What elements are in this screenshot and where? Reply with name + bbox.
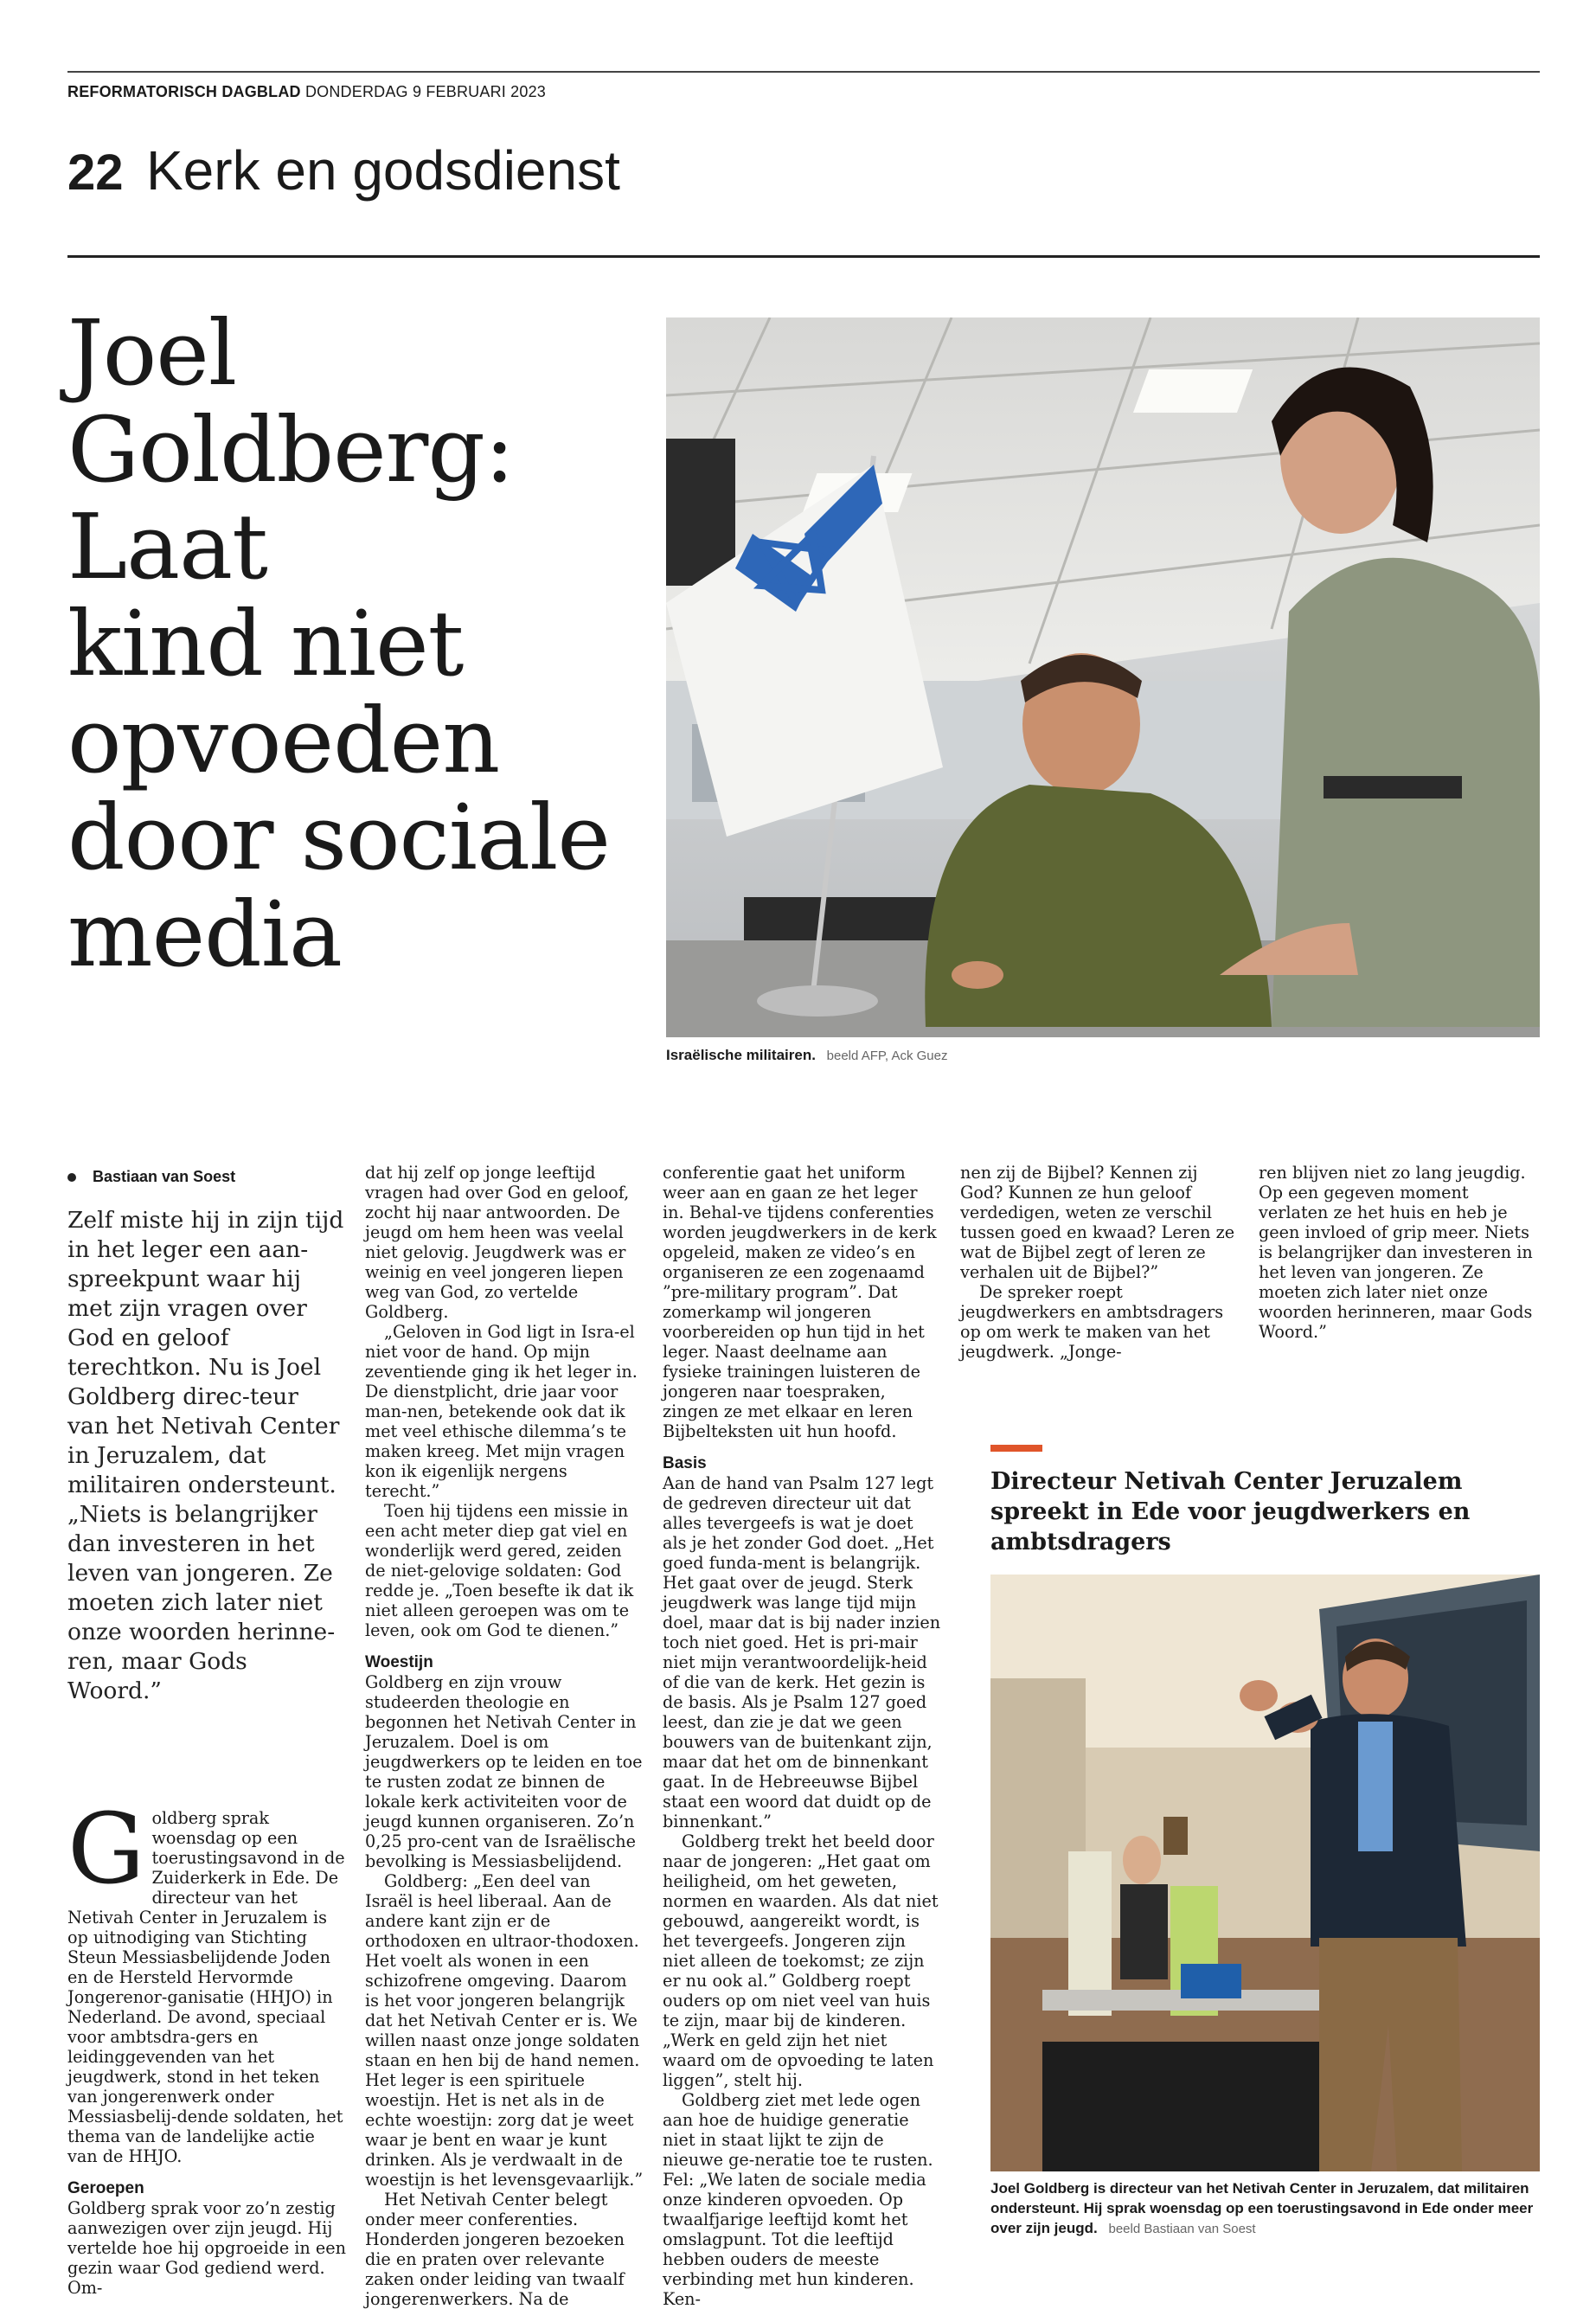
paragraph: ren blijven niet zo lang jeugdig. Op een gegeven moment verlaten ze het huis en heb je geen invloed of grip meer. Niets is belangrijker dan investeren in het leven van jongeren. Ze moeten zich later niet onze woorden herinneren, maar Gods Woord.”	[1259, 1163, 1533, 1342]
photo2-caption	[990, 2178, 1540, 2239]
paragraph: Goldberg trekt het beeld door naar de jongeren: „Het gaat om heiligheid, om het geweten, normen en waarden. Als dat niet gebouwd, aangereikt wordt, is het tevergeefs. Jongeren zijn niet alleen de toekomst; ze zijn er nu ook al.” Goldberg roept ouders op om niet veel van huis te zijn, maar bij de kinderen. „Werk en geld zijn het niet waard om de opvoeding te laten liggen”, stelt hij.	[663, 1831, 939, 2090]
headline-line: Laat	[67, 494, 267, 600]
intro-text: Zelf miste hij in zijn tijd in het leger een aan-spreekpunt waar hij met zijn vragen over God en geloof terechtkon. Nu is Joel Goldberg direc-teur van het Netivah Center in Jeruzalem, dat militairen ondersteunt. „Niets is belangrijker dan investeren in het leven van jongeren. Ze moeten zich later niet onze woorden herinne-ren, maar Gods Woord.”	[67, 1207, 344, 1704]
soldiers-photo	[666, 317, 1540, 1037]
paragraph: oldberg sprak woensdag op een toerustingsavond in de Zuiderkerk in Ede. De directeur van het Netivah Center in Jeruzalem is op uitnodiging van Stichting Steun Messiasbelijdende Joden en de Hersteld Hervormde Jongerenor-ganisatie (HHJO) in Nederland. De avond, speciaal voor ambtsdra-gers en leidinggevenden van het jeugdwerk, stond in het teken van jongerenwerk onder Messiasbelij-dende soldaten, het thema van de landelijke actie van de HHJO.	[67, 1808, 345, 2166]
speaker-photo-illustration	[990, 1575, 1540, 2171]
soldiers-photo-illustration	[666, 317, 1540, 1037]
author-name: Bastiaan van Soest	[93, 1168, 236, 1185]
headline-line: door sociale	[67, 785, 610, 890]
section-header	[67, 138, 1540, 258]
paragraph: Het Netivah Center belegt onder meer conferenties. Honderden jongeren bezoeken die en praten over relevante zaken onder leiding van twaalf jongerenwerkers. Na de	[365, 2190, 625, 2309]
paragraph: „Geloven in God ligt in Isra-el niet voor de hand. Op mijn zeventiende ging ik het leger in. De dienstplicht, drie jaar voor man-nen, betekende ook dat ik met veel ethische dilemma’s te maken kreeg. Met mijn vragen kon ik eigenlijk nergens terecht.”	[365, 1322, 638, 1501]
paragraph: De spreker roept jeugdwerkers en ambtsdragers op om werk te maken van het jeugdwerk. „Jonge-	[960, 1282, 1224, 1362]
accent-bar	[990, 1445, 1042, 1452]
section-name: Kerk en godsdienst	[145, 139, 620, 202]
paragraph: conferentie gaat het uniform weer aan en gaan ze het leger in. Behal-ve tijdens conferenties worden jeugdwerkers in de kerk opgeleid, maken ze video’s en organiseren ze een zogenaamd ”pre-military program”. Dat zomerkamp wil jongeren voorbereiden op hun tijd in het leger. Naast deelname aan fysieke trainingen luisteren de jongeren naar toespraken, zingen ze met elkaar en leren Bijbelteksten uit hun hoofd.	[663, 1163, 937, 1441]
subheading: Woestijn	[365, 1653, 433, 1671]
paragraph: Toen hij tijdens een missie in een acht meter diep gat viel en wonderlijk werd gered, zeiden de niet-gelovige soldaten: God redde je. „Toen besefte ik dat ik niet alleen geroepen was om te leven, ook om God te dienen.”	[365, 1501, 634, 1640]
dropcap: G	[67, 1793, 145, 1906]
photo-credit: beeld AFP, Ack Guez	[826, 1049, 948, 1063]
article-column-2	[365, 1163, 644, 2309]
paper-name: REFORMATORISCH DAGBLAD	[67, 83, 301, 100]
article-column-5	[1259, 1163, 1540, 1342]
headline	[67, 300, 621, 987]
article-column-3	[663, 1163, 941, 2309]
caption-text: Israëlische militairen.	[666, 1047, 816, 1063]
caption-text: Joel Goldberg is directeur van het Netivah Center in Jeruzalem, dat militairen ondersteunt. Hij sprak woensdag op een toerustingsavond in Ede onder meer over zijn jeugd.	[990, 2180, 1534, 2236]
headline-line: Goldberg:	[67, 397, 514, 503]
masthead	[67, 71, 1540, 101]
paragraph: Aan de hand van Psalm 127 legt de gedreven directeur uit dat alles tevergeefs is wat je doet als je het zonder God doet. „Het goed funda-ment is belangrijk. Het gaat over de jeugd. Sterk jeugdwerk was lange tijd mijn doel, maar dat is bij nader inzien toch niet goed. Het is pri-mair niet mijn verantwoordelijk-heid of die van de kerk. Het gezin is de basis. Als je Psalm 127 goed leest, dan zie je dat we geen bouwers van de buitenkant zijn, maar dat het om de binnenkant gaat. In de Hebreeuwse Bijbel staat een woord dat duidt op de binnenkant.”	[663, 1473, 941, 1831]
speaker-photo	[990, 1575, 1540, 2171]
subheading: Basis	[663, 1454, 707, 1472]
issue-date: DONDERDAG 9 FEBRUARI 2023	[304, 83, 547, 100]
photo1-caption	[666, 1047, 1540, 1064]
headline-line: opvoeden	[67, 688, 500, 793]
bullet-icon	[67, 1173, 76, 1182]
byline	[67, 1168, 235, 1186]
article-column-4	[960, 1163, 1239, 1362]
paragraph: dat hij zelf op jonge leeftijd vragen had over God en geloof, zocht hij naar antwoorden. De jeugd om hem heen was veelal niet gelovig. Jeugdwerk was er weinig en veel jongeren liepen weg van God, zo vertelde Goldberg.	[365, 1163, 630, 1322]
article-column-1	[67, 1793, 346, 2298]
headline-line: Joel	[67, 300, 237, 406]
paragraph: Goldberg ziet met lede ogen aan hoe de huidige generatie niet in staat lijkt te zijn de nieuwe ge-neratie toe te rusten. Fel: „We laten de sociale media onze kinderen opvoeden. Op twaalfjarige leeftijd komt het omslagpunt. Tot die leeftijd hebben ouders de meeste verbinding met hun kinderen. Ken-	[663, 2090, 933, 2309]
page-number: 22	[67, 144, 124, 201]
paragraph: Goldberg: „Een deel van Israël is heel liberaal. Aan de andere kant zijn er de orthodoxen en ultraor-thodoxen. Het voelt als wonen in een schizofrene omgeving. Daarom is het voor jongeren belangrijk dat het Netivah Center er is. We willen naast onze jonge soldaten staan en hen bij de hand nemen. Het leger is een spirituele woestijn. Het is net als in de echte woestijn: zorg dat je weet waar je bent en waar je kunt drinken. Als je verdwaalt in de woestijn is het levensgevaarlijk.”	[365, 1871, 644, 2190]
headline-line: media	[67, 882, 343, 987]
paragraph: Goldberg en zijn vrouw studeerden theologie en begonnen het Netivah Center in Jeruzalem. Doel is om jeugdwerkers op te leiden en toe te rusten zodat ze binnen de lokale kerk activiteiten voor de jeugd kunnen organiseren. Zo’n 0,25 pro-cent van de Israëlische bevolking is Messiasbelijdend.	[365, 1672, 643, 1871]
photo-credit: beeld Bastiaan van Soest	[1108, 2222, 1256, 2236]
paragraph: Goldberg sprak voor zo’n zestig aanwezigen over zijn jeugd. Hij vertelde hoe hij opgroeide in een gezin waar God gediend werd. Om-	[67, 2198, 346, 2298]
subheading: Geroepen	[67, 2179, 144, 2197]
subheadline: Directeur Netivah Center Jeruzalem spreekt in Ede voor jeugdwerkers en ambtsdragers	[990, 1468, 1471, 1555]
headline-line: kind niet	[67, 591, 464, 696]
paragraph: nen zij de Bijbel? Kennen zij God? Kunnen ze hun geloof verdedigen, weten ze verschil tussen goed en kwaad? Leren ze wat de Bijbel zegt of leren ze verhalen uit de Bijbel?”	[960, 1163, 1235, 1282]
